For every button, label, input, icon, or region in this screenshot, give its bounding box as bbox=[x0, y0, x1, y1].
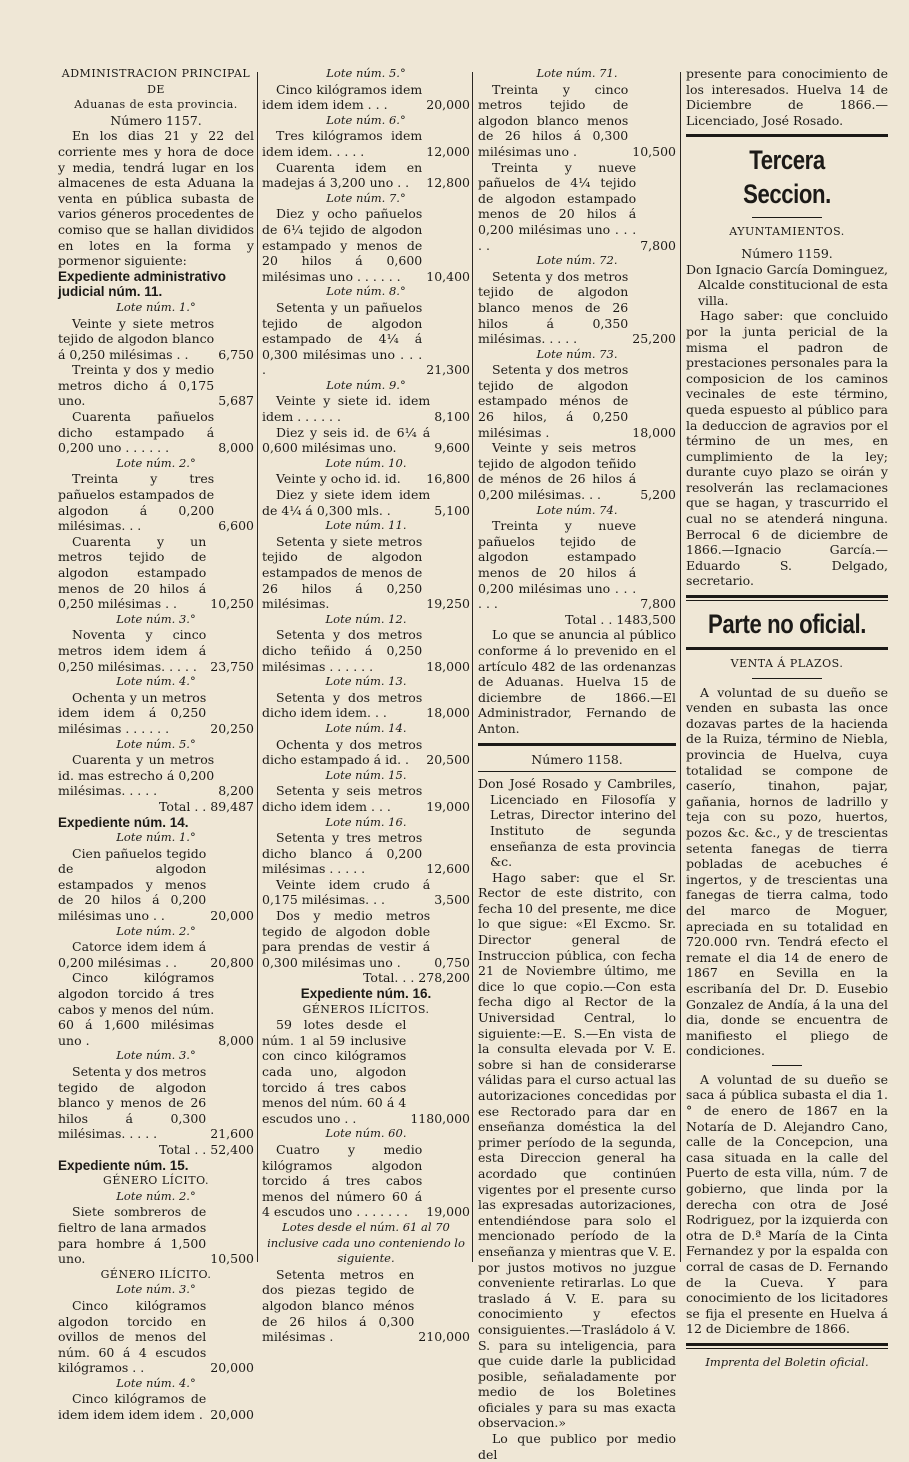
lot-item-text: Setenta y seis metros dicho idem idem . . . bbox=[262, 783, 423, 814]
lot-item-text: Veinte idem crudo á 0,175 milésimas. . . bbox=[262, 876, 431, 908]
lot-item-text: 59 lotes desde el núm. 1 al 59 inclusive con cinco kilógramos cada uno, algodon torcido á tres cabos menos del núm. 60 á 4 escudos uno . . bbox=[262, 1017, 407, 1126]
lot-item-amount: 25,200 bbox=[632, 331, 676, 347]
lot-item-text: Diez y seis id. de 6¼ á 0,600 milésimas uno. bbox=[262, 424, 431, 456]
lot-item-amount: 8,200 bbox=[218, 783, 254, 799]
lot-heading: Lote núm. 72. bbox=[536, 253, 618, 268]
lot-item bbox=[262, 1017, 470, 1126]
lot-item bbox=[262, 471, 470, 487]
lot-list bbox=[262, 1017, 470, 1220]
divider bbox=[772, 1065, 802, 1066]
section-title: Parte no oficial. bbox=[708, 609, 866, 640]
column-2 bbox=[262, 66, 470, 1345]
lot-heading: Lote núm. 3.° bbox=[116, 1282, 196, 1297]
lot-item-text: Cuatro y medio kilógramos algodon torcido á tres cabos menos del número 60 á 4 escudos uno . . . . . . . bbox=[262, 1141, 423, 1220]
lot-list bbox=[58, 830, 254, 1142]
lot-item bbox=[58, 1391, 254, 1422]
lot-item-text: Veinte y ocho id. id. bbox=[276, 471, 401, 487]
lot-item bbox=[262, 534, 470, 612]
lot-item-text: Cuarenta y un metros tejido de algodon estampado menos de 20 hilos á 0,250 milésimas . . bbox=[58, 533, 207, 612]
lot-heading: Lote núm. 6.° bbox=[326, 112, 406, 127]
lot-heading: Lote núm. 7.° bbox=[326, 190, 406, 205]
column-rule bbox=[472, 72, 473, 1262]
lot-heading: Lote núm. 8.° bbox=[326, 284, 406, 299]
section-subheader: Aduanas de esta provincia. bbox=[74, 98, 238, 112]
lot-item bbox=[262, 487, 470, 518]
lot-item bbox=[262, 300, 470, 378]
notice-number: Número 1159. bbox=[741, 245, 833, 261]
lot-item bbox=[262, 393, 470, 424]
lot-item bbox=[478, 160, 676, 254]
notice-body: Hago saber: que el Sr. Rector de este distrito, con fecha 10 del presente, me dice lo que sigue: «El Excmo. Sr. Director general de Instruccion pública, con fecha 21 de Noviembre último, me dice lo que copio.—Con esta fecha digo al Rector de la Universidad Central, lo siguiente:—E. S.—En vista de la consulta elevada por V. E. sobre si han de considerarse válidas para el curso actual las autorizaciones concedidas por ese Rectorado para dar en enseñanza doméstica la del primer período de la segunda, esta Direccion general ha acordado que continúen vigentes por el presente curso las expresadas autorizaciones, entendiéndose para solo el mencionado período de la enseñanza y mientras que V. E. por justos motivos no juzgue conveniente retirarlas. Lo que traslado á V. E. para su conocimiento y efectos consiguientes.—Trasládolo á V. S. para su inteligencia, para que cuide darle la publicidad posible, señaladamente por medio de los Boletines oficiales y para su mas exacta observacion.» bbox=[478, 869, 676, 1431]
total-line bbox=[58, 799, 254, 815]
lot-item bbox=[262, 425, 470, 456]
section-header: ADMINISTRACION PRINCIPAL DE bbox=[61, 67, 251, 96]
lot-item-amount: 20,000 bbox=[210, 908, 254, 924]
total-line bbox=[58, 1142, 254, 1158]
divider bbox=[686, 595, 888, 601]
lot-item-amount: 10,250 bbox=[210, 596, 254, 612]
total-label: Total . . bbox=[565, 611, 613, 627]
total-line bbox=[262, 970, 470, 986]
lot-item-amount: 8,100 bbox=[434, 409, 470, 425]
lot-item-amount: 10,500 bbox=[210, 1251, 254, 1267]
lot-item-text: Setenta y dos metros dicho teñido á 0,250 milésimas . . . . . . bbox=[262, 627, 423, 674]
lot-heading: Lote núm. 1.° bbox=[116, 830, 196, 845]
lot-item-amount: 18,000 bbox=[632, 424, 676, 440]
lot-heading: Lote núm. 13. bbox=[325, 674, 407, 689]
lot-item bbox=[262, 908, 470, 970]
notice-closing: Lo que se anuncia al público conforme á lo prevenido en el artículo 482 de las ordenanzas de Aduanas. Huelva 15 de diciembre de 1866.—El Administrador, Fernando de Anton. bbox=[478, 627, 676, 736]
lot-item-text: Cuarenta idem en madejas á 3,200 uno . . bbox=[262, 159, 423, 191]
lot-heading: Lote núm. 15. bbox=[325, 767, 407, 782]
notice-paragraph: A voluntad de su dueño se saca á pública subasta el dia 1.° de enero de 1867 en la Notaría de D. Alejandro Cano, calle de la Concepcion, una casa situada en la calle del Puerto de esta villa, núm. 7 de gobierno, que linda por la derecha con otra de José Rodriguez, por la izquierda con otra de D.ª María de la Cinta Fernandez y por la espalda con corral de casas de D. Fernando de la Cueva. Y para conocimiento de los licitadores se fija el presente en Huelva á 12 de Diciembre de 1866. bbox=[686, 1071, 888, 1337]
column-1 bbox=[58, 66, 254, 1423]
lot-heading: Lote núm. 9.° bbox=[326, 377, 406, 392]
total-amount: 278,200 bbox=[418, 970, 470, 986]
lot-item-text: Veinte y siete id. idem idem . . . . . . bbox=[262, 393, 431, 425]
lot-heading: Lote núm. 3.° bbox=[116, 611, 196, 626]
total-label: Total. . . bbox=[363, 970, 415, 986]
lot-item-amount: 10,400 bbox=[426, 268, 470, 284]
lot-item-amount: 18,000 bbox=[426, 658, 470, 674]
lot-item-amount: 8,000 bbox=[218, 440, 254, 456]
lot-heading: Lote núm. 5.° bbox=[116, 736, 196, 751]
lot-item bbox=[58, 970, 254, 1048]
notice-intro: En los dias 21 y 22 del corriente mes y hora de doce y media, tendrá lugar en los almacenes de esta Aduana la venta en pública subasta de varios géneros procedentes de comiso que se hallan divididos en lotes en la forma y pormenor siguiente: bbox=[58, 128, 254, 269]
lot-item-amount: 5,687 bbox=[218, 393, 254, 409]
lot-item bbox=[478, 82, 676, 160]
column-rule bbox=[257, 72, 258, 1262]
lot-item-amount: 6,600 bbox=[218, 518, 254, 534]
lot-item bbox=[262, 737, 470, 768]
lot-item bbox=[478, 362, 676, 440]
lot-item bbox=[262, 160, 470, 191]
lot-item-text: Treinta y cinco metros tejido de algodon blanco menos de 26 hilos á 0,300 milésimas uno . bbox=[478, 81, 629, 159]
lot-item-amount: 1180,000 bbox=[410, 1110, 470, 1126]
lot-heading: Lote núm. 5.° bbox=[326, 66, 406, 80]
lot-item bbox=[58, 627, 254, 674]
lot-item-text: Setenta y dos metros tegido de algodon blanco y menos de 26 hilos á 0,300 milésimas. . . . . bbox=[58, 1064, 207, 1142]
total-label: Total . . bbox=[158, 1141, 207, 1157]
lot-item bbox=[58, 1204, 254, 1266]
expediente-heading: Expediente núm. 14. bbox=[58, 814, 189, 830]
genero-heading: GÉNERO LÍCITO. bbox=[103, 1174, 209, 1188]
lot-item-amount: 20,000 bbox=[210, 1407, 254, 1423]
lot-item-amount: 0,750 bbox=[434, 954, 470, 970]
total-amount: 1483,500 bbox=[616, 611, 676, 627]
lot-item-text: Veinte y siete metros tejido de algodon blanco á 0,250 milésimas . . bbox=[58, 315, 215, 362]
section-subtitle: AYUNTAMIENTOS. bbox=[729, 225, 845, 239]
lot-item bbox=[58, 1064, 254, 1142]
lot-heading: Lote núm. 74. bbox=[536, 502, 618, 517]
lot-item-amount: 23,750 bbox=[210, 658, 254, 674]
lot-item bbox=[58, 752, 254, 799]
lot-heading: Lote núm. 11. bbox=[325, 518, 407, 533]
lot-item bbox=[262, 627, 470, 674]
lot-item-amount: 3,500 bbox=[434, 892, 470, 908]
lot-item bbox=[58, 409, 254, 456]
lot-item bbox=[58, 846, 254, 924]
lot-heading: Lote núm. 16. bbox=[325, 814, 407, 829]
lot-item bbox=[58, 939, 254, 970]
lot-heading: Lote núm. 3.° bbox=[116, 1048, 196, 1063]
lot-item bbox=[58, 534, 254, 612]
lot-item-text: Setenta y siete metros tejido de algodon estampados de menos de 26 hilos á 0,250 milésimas. bbox=[262, 533, 423, 612]
lot-heading: Lote núm. 2.° bbox=[116, 455, 196, 470]
lotes-note: Lotes desde el núm. 61 al 70 inclusive cada uno conteniendo lo siguiente. bbox=[267, 1219, 465, 1266]
lot-heading: Lote núm. 2.° bbox=[116, 923, 196, 938]
lot-heading: Lote núm. 60. bbox=[325, 1126, 407, 1141]
lot-item bbox=[478, 440, 676, 502]
lot-item-text: Cuarenta pañuelos dicho estampado á 0,200 uno . . . . . . bbox=[58, 409, 215, 456]
expediente-heading: Expediente núm. 16. bbox=[300, 986, 432, 1002]
divider bbox=[752, 217, 822, 218]
lot-item-amount: 19,000 bbox=[426, 1204, 470, 1220]
lot-item-amount: 20,250 bbox=[210, 720, 254, 736]
lot-item-amount: 20,800 bbox=[210, 954, 254, 970]
lot-item bbox=[262, 830, 470, 877]
lot-heading: Lote núm. 14. bbox=[325, 720, 407, 735]
lot-item-text: Cinco kilógramos de idem idem idem idem . bbox=[58, 1391, 207, 1423]
lot-item bbox=[58, 471, 254, 533]
notice-issuer: Don Ignacio García Dominguez, Alcalde constitucional de esta villa. bbox=[686, 261, 888, 308]
lot-item-amount: 9,600 bbox=[434, 440, 470, 456]
lot-item-text: Setenta y un pañuelos tejido de algodon estampado de 4¼ á 0,300 milésimas uno . . . . bbox=[262, 299, 423, 378]
lot-item-text: Dos y medio metros tegido de algodon doble para prendas de vestir á 0,300 milésimas uno . bbox=[262, 908, 431, 970]
lot-heading: Lote núm. 73. bbox=[536, 346, 618, 361]
total-label: Total . . bbox=[158, 798, 207, 814]
divider bbox=[686, 1343, 888, 1349]
lot-item-amount: 5,200 bbox=[640, 487, 676, 503]
lot-list bbox=[58, 1173, 254, 1423]
lot-item-amount: 20,000 bbox=[210, 1360, 254, 1376]
lot-item-text: Catorce idem idem á 0,200 milésimas . . bbox=[58, 939, 207, 970]
total-amount: 89,487 bbox=[210, 798, 254, 814]
notice-end: Lo que publico por medio del bbox=[478, 1431, 676, 1462]
divider bbox=[686, 647, 888, 650]
lot-item-amount: 7,800 bbox=[640, 596, 676, 612]
lot-item bbox=[262, 128, 470, 159]
total-amount: 52,400 bbox=[210, 1141, 254, 1157]
lot-item-text: Tres kilógramos idem idem idem. . . . . bbox=[262, 128, 423, 159]
lot-item-amount: 20,500 bbox=[426, 752, 470, 768]
lot-item-text: Veinte y seis metros tejido de algodon teñido de ménos de 26 hilos á 0,200 milésimas. . . bbox=[478, 440, 637, 503]
lot-item bbox=[478, 269, 676, 347]
lot-item-text: Cinco kilógramos algodon torcido á tres cabos y menos del núm. 60 á 1,600 milésimas uno . bbox=[58, 970, 215, 1048]
lot-item bbox=[262, 690, 470, 721]
lot-heading: Lote núm. 12. bbox=[325, 611, 407, 626]
lot-item-text: Cinco kilógramos algodon torcido en ovillos de menos del núm. 60 á 4 escudos kilógramos . . bbox=[58, 1297, 207, 1376]
lot-item-text: Setenta metros en dos piezas tegido de algodon blanco ménos de 26 hilos á 0,300 milésimas . bbox=[262, 1266, 415, 1345]
divider bbox=[478, 771, 676, 772]
lot-item-text: Setenta y dos metros tejido de algodon estampado ménos de 26 hilos, á 0,250 milésimas . bbox=[478, 362, 629, 440]
lot-item-text: Diez y ocho pañuelos de 6¼ tejido de algodon estampado y menos de 20 hilos á 0,600 milésimas uno . . . . . . bbox=[262, 206, 423, 284]
lot-item-text: Ochenta y un metros idem idem á 0,250 milésimas . . . . . . bbox=[58, 689, 207, 736]
column-3 bbox=[478, 66, 676, 1462]
lot-item-text: Ochenta y dos metros dicho estampado á id. . bbox=[262, 736, 423, 768]
divider bbox=[686, 134, 888, 137]
lot-item-amount: 6,750 bbox=[218, 346, 254, 362]
lot-item-amount: 21,300 bbox=[426, 362, 470, 378]
lot-item-text: Treinta y nueve pañuelos tejido de algodon estampado menos de 20 hilos á 0,200 milésimas uno . . . . . . bbox=[478, 518, 637, 612]
lot-item bbox=[262, 206, 470, 284]
notice-issuer: Don José Rosado y Cambriles, Licenciado en Filosofía y Letras, Director interino del Instituto de segunda enseñanza de esta provincia &c. bbox=[478, 776, 676, 870]
lot-item bbox=[262, 1267, 470, 1345]
lot-item-amount: 8,000 bbox=[218, 1032, 254, 1048]
column-rule bbox=[680, 72, 681, 1262]
genero-heading: GÉNERO ILÍCITO. bbox=[100, 1267, 212, 1281]
lot-item-amount: 19,250 bbox=[426, 596, 470, 612]
lot-heading: Lote núm. 1.° bbox=[116, 299, 196, 314]
lot-item-text: Cuarenta y un metros id. mas estrecho á 0,200 milésimas. . . . . bbox=[58, 752, 215, 799]
lot-item-text: Setenta y dos metros dicho idem idem. . . bbox=[262, 689, 423, 721]
lot-item-amount: 10,500 bbox=[632, 143, 676, 159]
notice-number: Número 1157. bbox=[110, 112, 202, 128]
lot-heading: Lote núm. 10. bbox=[325, 455, 407, 470]
expediente-heading: Expediente núm. 15. bbox=[58, 1157, 189, 1173]
divider bbox=[752, 678, 822, 679]
lot-item bbox=[58, 316, 254, 363]
lot-item-amount: 5,100 bbox=[434, 502, 470, 518]
lot-item-text: Treinta y nueve pañuelos de 4¼ tejido de algodon estampado menos de 20 hilos á 0,200 milésimas uno . . . . . bbox=[478, 159, 637, 253]
lot-item-amount: 210,000 bbox=[418, 1329, 470, 1345]
lot-list bbox=[58, 300, 254, 799]
notice-body: Hago saber: que concluido por la junta pericial de la misma el padron de prestaciones personales para la composicion de los caminos vecinales de este término, queda espuesto al público para la deduccion de agravios por el término de un mes, en cumplimiento de la ley; durante cuyo plazo se oirán y resolverán las reclamaciones que se hagan, y trascurrido el cual no se atenderá ninguna. Berrocal 6 de diciembre de 1866.—Ignacio García.—Eduardo S. Delgado, secretario. bbox=[686, 308, 888, 589]
lot-item bbox=[262, 877, 470, 908]
lot-heading: Lote núm. 71. bbox=[536, 66, 618, 80]
lot-item-amount: 7,800 bbox=[640, 237, 676, 253]
notice-number: Número 1158. bbox=[531, 751, 623, 767]
lot-item-text: Cinco kilógramos idem idem idem idem . . . bbox=[262, 81, 423, 113]
lot-heading: Lote núm. 4.° bbox=[116, 1375, 196, 1390]
lot-item bbox=[478, 518, 676, 612]
genero-heading: GÉNEROS ILÍCITOS. bbox=[302, 1002, 430, 1016]
lot-item-text: Siete sombreros de fieltro de lana armados para hombre á 1,500 uno. bbox=[58, 1204, 207, 1267]
lot-list bbox=[478, 66, 676, 612]
divider bbox=[478, 743, 676, 746]
lot-list bbox=[262, 66, 470, 970]
lot-item-text: Setenta y tres metros dicho blanco á 0,200 milésimas . . . . . bbox=[262, 830, 423, 877]
expediente-heading: Expediente administrativo judicial núm. 11. bbox=[58, 268, 227, 300]
column-4 bbox=[686, 66, 888, 1369]
section-subtitle: VENTA Á PLAZOS. bbox=[730, 657, 844, 671]
lot-item-amount: 12,600 bbox=[426, 861, 470, 877]
lot-heading: Lote núm. 4.° bbox=[116, 674, 196, 689]
lot-item bbox=[58, 1298, 254, 1376]
lot-item-amount: 18,000 bbox=[426, 705, 470, 721]
lot-item-text: Setenta y dos metros tejido de algodon blanco menos de 26 hilos á 0,350 milésimas. . . . . bbox=[478, 268, 629, 347]
lot-item-text: Treinta y dos y medio metros dicho á 0,175 uno. bbox=[58, 362, 215, 409]
lot-item bbox=[58, 690, 254, 737]
lot-item-text: Cien pañuelos tegido de algodon estampados y menos de 20 hilos á 0,200 milésimas uno . . bbox=[58, 845, 207, 924]
notice-paragraph: A voluntad de su dueño se venden en subasta las once dozavas partes de la hacienda de la Ruiza, término de Niebla, provincia de Huelva, cuya totalidad se compone de caserío, tinahon, pajar, gañania, hornos de ladrillo y teja con su pozo, huertos, pozos &c. &c., y de trescientas setenta fanegas de tierra pobladas de acebuches é ingertos, y de trescientas una fanegas de tierra calma, todo del marco de Moguer, apreciada en su totalidad en 720.000 rvn. Tendrá efecto el remate el dia 14 de enero de 1867 en Sevilla en la escribanía del Dr. D. Eusebio Gonzalez de Andía, á la una del dia, donde se encuentra de manifiesto el pliego de condiciones. bbox=[686, 684, 888, 1059]
lot-item-amount: 21,600 bbox=[210, 1126, 254, 1142]
lot-item bbox=[58, 362, 254, 409]
lot-item bbox=[262, 82, 470, 113]
total-line bbox=[478, 612, 676, 628]
lot-item-amount: 12,000 bbox=[426, 143, 470, 159]
lot-item-text: Noventa y cinco metros idem idem á 0,250 milésimas. . . . . bbox=[58, 627, 207, 674]
notice-continuation: presente para conocimiento de los interesados. Huelva 14 de Diciembre de 1866.—Licenciado, José Rosado. bbox=[686, 66, 888, 128]
lot-item-amount: 19,000 bbox=[426, 798, 470, 814]
lot-item-amount: 20,000 bbox=[426, 97, 470, 113]
lot-item-text: Treinta y tres pañuelos estampados de algodon á 0,200 milésimas. . . bbox=[58, 471, 215, 534]
lot-heading: Lote núm. 2.° bbox=[116, 1188, 196, 1203]
printer-credit: Imprenta del Boletin oficial. bbox=[705, 1354, 869, 1369]
lot-item-text: Diez y siete idem idem de 4¼ á 0,300 mls. . bbox=[262, 487, 431, 518]
section-title: Tercera Seccion. bbox=[743, 145, 831, 210]
lot-item-amount: 12,800 bbox=[426, 175, 470, 191]
lot-item bbox=[262, 783, 470, 814]
lot-item-amount: 16,800 bbox=[426, 471, 470, 487]
lot-item bbox=[262, 1142, 470, 1220]
